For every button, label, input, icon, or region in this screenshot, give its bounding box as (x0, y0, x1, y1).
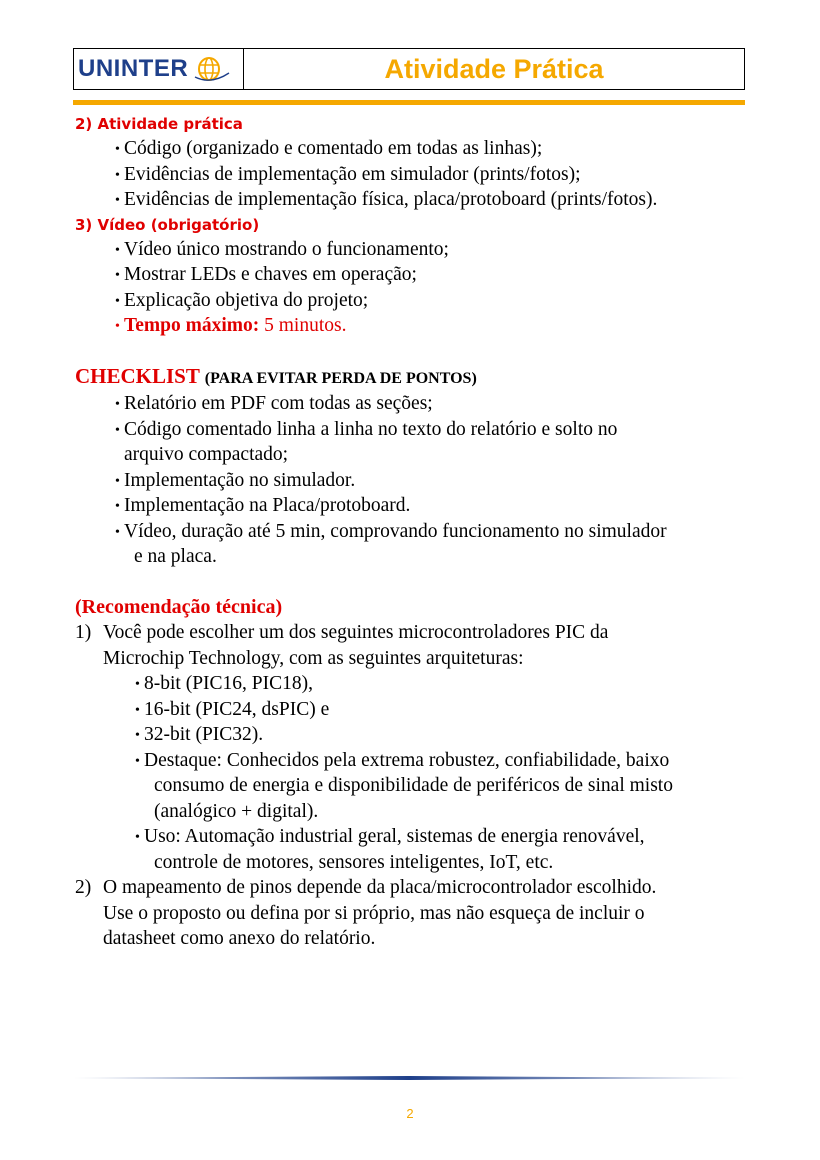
recommendation-title: (Recomendação técnica) (75, 595, 283, 618)
list-item: • 8-bit (PIC16, PIC18), (75, 671, 755, 697)
numbered-paragraph-2: 2) O mapeamento de pinos depende da placa/microcontrolador escolhido. Use o proposto ou defina por si próprio, mas não esqueça de incluir o datasheet como anexo do relatório. (75, 877, 657, 949)
document-body (75, 112, 755, 952)
numbered-paragraph-1: 1) Você pode escolher um dos seguintes microcontroladores PIC da Microchip Technology, com as seguintes arquiteturas: (75, 622, 609, 669)
list-item: • Código comentado linha a linha no texto do relatório e solto no arquivo compactado; (75, 417, 755, 468)
list-item: • Explicação objetiva do projeto; (75, 288, 755, 314)
page-header (73, 48, 745, 90)
architecture-list (75, 671, 755, 875)
list-item-uso: • Uso: Automação industrial geral, sistemas de energia renovável, controle de motores, sensores inteligentes, IoT, etc. (75, 824, 755, 875)
list-item: • Mostrar LEDs e chaves em operação; (75, 262, 755, 288)
time-limit-value: 5 minutos. (259, 315, 347, 336)
logo-text: UNINTER (78, 55, 189, 82)
list-item: • Relatório em PDF com todas as seções; (75, 391, 755, 417)
list-item: • Implementação na Placa/protoboard. (75, 493, 755, 519)
list-item: • Vídeo, duração até 5 min, comprovando funcionamento no simulador e na placa. (75, 519, 755, 570)
checklist-heading (75, 364, 755, 392)
section3-heading: 3) Vídeo (obrigatório) (75, 215, 260, 234)
list-item: • 32-bit (PIC32). (75, 722, 755, 748)
list-item-time-limit (75, 313, 755, 339)
list-item: • Vídeo único mostrando o funcionamento; (75, 237, 755, 263)
section2-heading: 2) Atividade prática (75, 115, 243, 133)
list-item: • Implementação no simulador. (75, 468, 755, 494)
checklist-subtitle: (PARA EVITAR PERDA DE PONTOS) (204, 369, 477, 387)
globe-icon (191, 55, 231, 83)
list-item: • Evidências de implementação em simulador (prints/fotos); (75, 162, 755, 188)
section3-list (75, 237, 755, 339)
page-number: 2 (406, 1106, 414, 1121)
checklist-list (75, 391, 755, 570)
list-item: • Evidências de implementação física, placa/protoboard (prints/fotos). (75, 187, 755, 213)
time-limit-label: Tempo máximo: (124, 315, 260, 336)
title-cell (244, 49, 744, 89)
checklist-section (75, 364, 755, 570)
page-title: Atividade Prática (384, 53, 604, 84)
header-divider (73, 100, 745, 105)
footer-divider (73, 1076, 745, 1080)
list-item: • 16-bit (PIC24, dsPIC) e (75, 697, 755, 723)
section2-list (75, 136, 755, 213)
checklist-title: CHECKLIST (75, 363, 200, 388)
list-item-destaque: • Destaque: Conhecidos pela extrema robustez, confiabilidade, baixo consumo de energia e disponibilidade de periféricos de sinal misto (analógico + digital). (75, 748, 755, 825)
recommendation-section (75, 595, 755, 952)
logo (74, 49, 244, 89)
list-item: • Código (organizado e comentado em todas as linhas); (75, 136, 755, 162)
